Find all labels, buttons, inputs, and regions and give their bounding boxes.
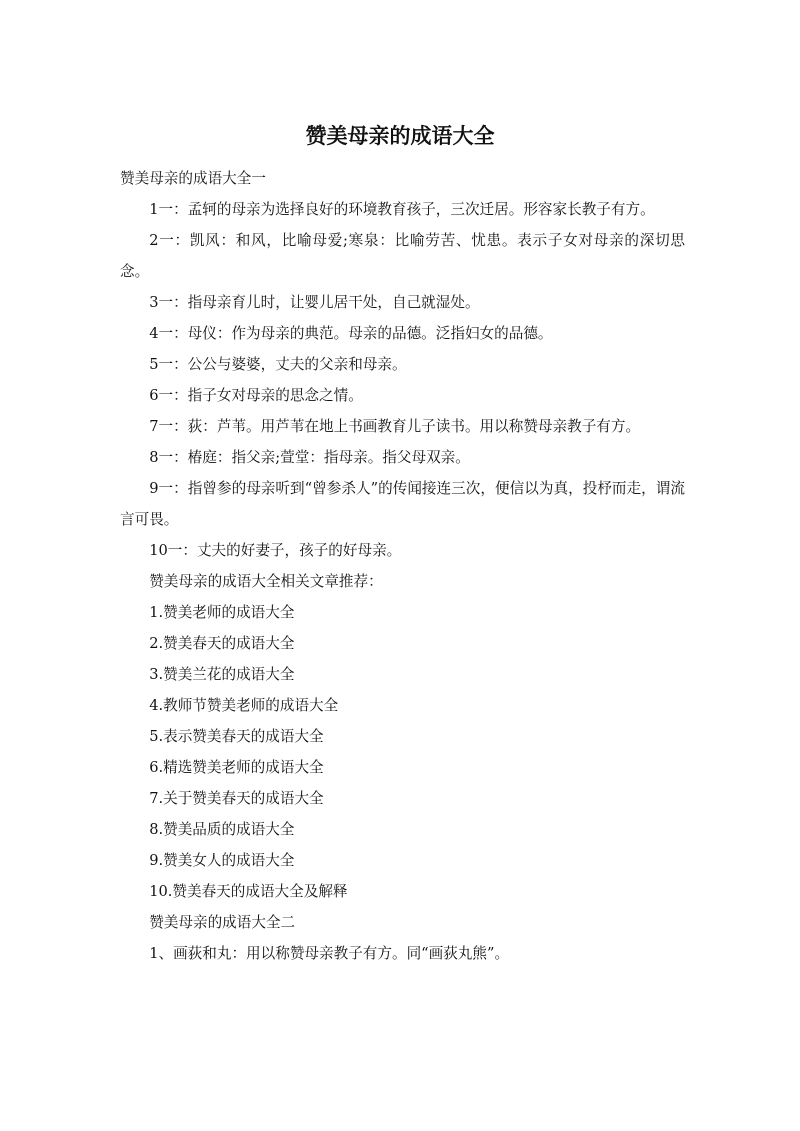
idiom-entry: 10一：丈夫的好妻子，孩子的好母亲。 [149,542,402,559]
related-article-item: 8.赞美品质的成语大全 [149,821,295,838]
section-heading: 赞美母亲的成语大全一 [120,170,266,187]
idiom-entry: 1一：孟轲的母亲为选择良好的环境教育孩子，三次迁居。形容家长教子有方。 [149,201,655,218]
idiom-entry: 9一：指曾参的母亲听到“曾参杀人”的传闻接连三次，便信以为真，投杼而走，谓流言可畏。 [120,480,685,528]
idiom-entry: 7一：荻：芦苇。用芦苇在地上书画教育儿子读书。用以称赞母亲教子有方。 [149,418,641,435]
idiom-entry: 1、画荻和丸：用以称赞母亲教子有方。同“画荻丸熊”。 [149,945,510,962]
related-article-item: 4.教师节赞美老师的成语大全 [149,697,339,714]
idiom-entry: 6一：指子女对母亲的思念之情。 [149,387,363,404]
idiom-entry: 4一：母仪：作为母亲的典范。母亲的品德。泛指妇女的品德。 [149,325,553,342]
related-article-item: 1.赞美老师的成语大全 [149,604,295,621]
related-article-item: 10.赞美春天的成语大全及解释 [149,883,348,900]
idiom-entry: 3一：指母亲育儿时，让婴儿居干处，自己就湿处。 [149,294,480,311]
idiom-entry: 5一：公公与婆婆，丈夫的父亲和母亲。 [149,356,407,373]
related-articles-heading: 赞美母亲的成语大全相关文章推荐： [149,573,383,590]
document-body [120,163,685,969]
related-article-item: 6.精选赞美老师的成语大全 [149,759,324,776]
related-article-item: 9.赞美女人的成语大全 [149,852,295,869]
idiom-entry: 2一：凯风：和风，比喻母爱;寒泉：比喻劳苦、忧患。表示子女对母亲的深切思念。 [120,232,685,280]
document-title: 赞美母亲的成语大全 [305,124,495,148]
related-article-item: 5.表示赞美春天的成语大全 [149,728,324,745]
idiom-entry: 8一：椿庭：指父亲;萱堂：指母亲。指父母双亲。 [149,449,470,466]
related-article-item: 2.赞美春天的成语大全 [149,635,295,652]
related-article-item: 7.关于赞美春天的成语大全 [149,790,324,807]
related-article-item: 3.赞美兰花的成语大全 [149,666,295,683]
section-heading: 赞美母亲的成语大全二 [149,914,296,931]
